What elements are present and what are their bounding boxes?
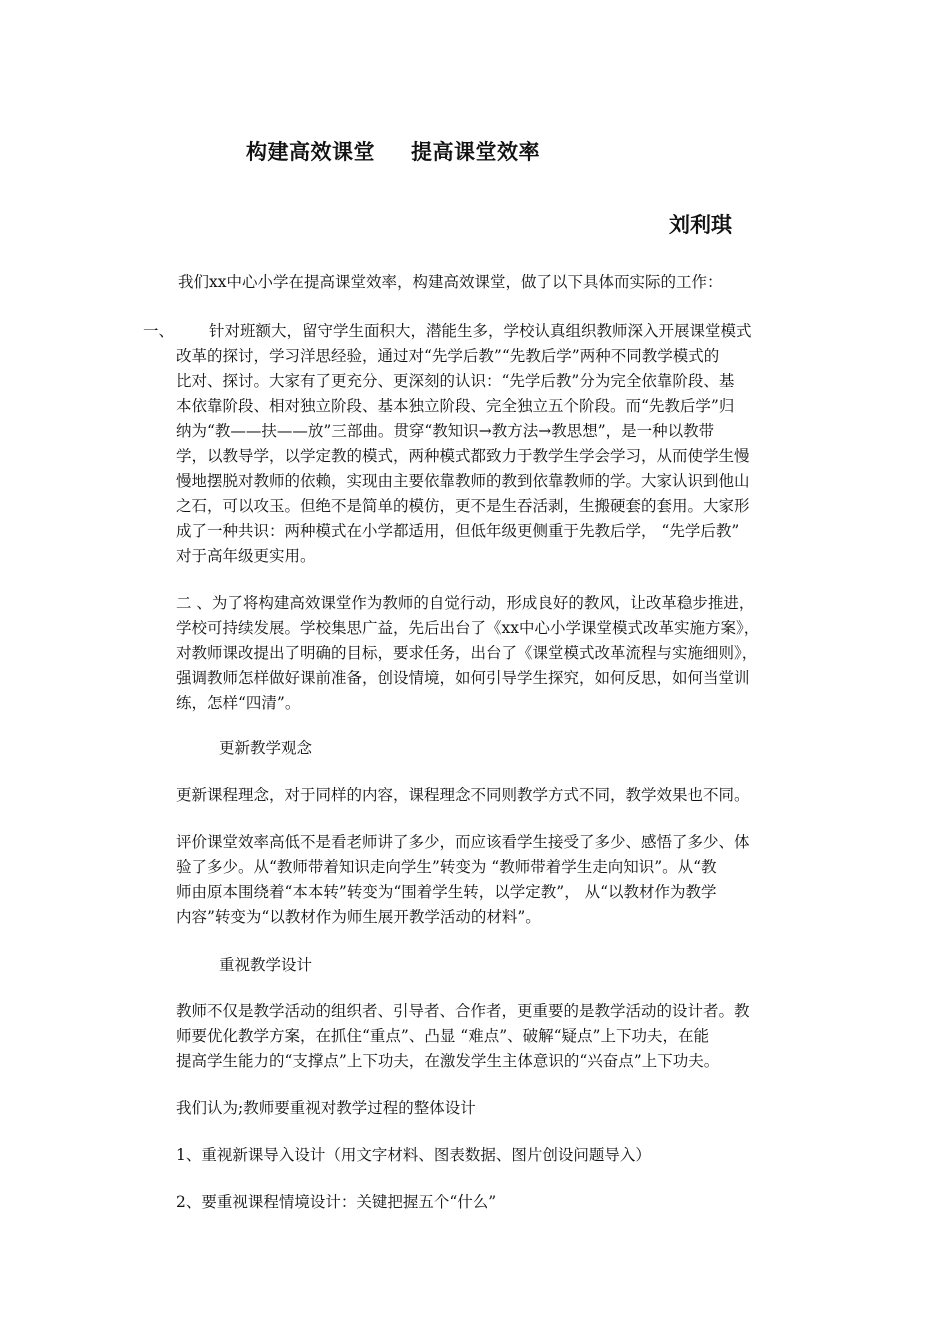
update-paragraph-1: 更新课程理念，对于同样的内容，课程理念不同则教学方式不同，教学效果也不同。 <box>176 786 750 804</box>
paragraph-line: 练，怎样“四清”。 <box>176 694 301 712</box>
paragraph-line: 对教师课改提出了明确的目标，要求任务，出台了《课堂模式改革流程与实施细则》， <box>176 644 758 662</box>
paragraph-line: 针对班额大，留守学生面积大，潜能生多，学校认真组织教师深入开展课堂模式 <box>209 322 752 340</box>
paragraph-line: 成了一种共识：两种模式在小学都适用，但低年级更侧重于先教后学， “先学后教” <box>176 522 740 540</box>
update-paragraph-2 <box>176 830 750 930</box>
paragraph-line: 内容”转变为“以教材作为师生展开教学活动的材料”。 <box>176 908 541 926</box>
author-name: 刘利琪 <box>669 213 732 237</box>
paragraph-line: 纳为“教——扶——放”三部曲。贯穿“教知识→教方法→教思想”，是一种以教带 <box>176 422 715 440</box>
section-1-marker: 一、 <box>143 322 175 340</box>
design-paragraph <box>176 999 750 1074</box>
paragraph-line: 慢地摆脱对教师的依赖，实现由主要依靠教师的教到依靠教师的学。大家认识到他山 <box>176 472 750 490</box>
intro-paragraph: 我们xx中心小学在提高课堂效率，构建高效课堂，做了以下具体而实际的工作： <box>178 273 723 291</box>
document-title <box>246 136 540 166</box>
paragraph-line: 提高学生能力的“支撑点”上下功夫，在激发学生主体意识的“兴奋点”上下功夫。 <box>176 1052 720 1070</box>
list-item-2: 2、要重视课程情境设计：关键把握五个“什么” <box>176 1193 497 1211</box>
paragraph-line: 之石，可以攻玉。但绝不是简单的模仿，更不是生吞活剥，生搬硬套的套用。大家形 <box>176 497 750 515</box>
section-2-paragraph <box>176 591 759 716</box>
paragraph-line: 验了多少。从“教师带着知识走向学生”转变为 “教师带着学生走向知识”。从“教 <box>176 858 717 876</box>
paragraph-line: 评价课堂效率高低不是看老师讲了多少，而应该看学生接受了多少、感悟了多少、体 <box>176 833 750 851</box>
heading-update-concept: 更新教学观念 <box>219 739 313 757</box>
paragraph-line: 改革的探讨，学习洋思经验，通过对“先学后教”“先教后学”两种不同教学模式的 <box>176 347 720 365</box>
paragraph-line: 本依靠阶段、相对独立阶段、基本独立阶段、完全独立五个阶段。而“先教后学”归 <box>176 397 735 415</box>
paragraph-line: 学，以教导学，以学定教的模式，两种模式都致力于教学生学会学习，从而使学生慢 <box>176 447 750 465</box>
paragraph-line: 教师不仅是教学活动的组织者、引导者、合作者，更重要的是教学活动的设计者。教 <box>176 1002 750 1020</box>
overall-design-paragraph: 我们认为;教师要重视对教学过程的整体设计 <box>176 1099 476 1117</box>
section-1-paragraph <box>176 319 752 569</box>
paragraph-line: 比对、探讨。大家有了更充分、更深刻的认识：“先学后教”分为完全依靠阶段、基 <box>176 372 735 390</box>
paragraph-line: 师要优化教学方案，在抓住“重点”、凸显 “难点”、破解“疑点”上下功夫，在能 <box>176 1027 709 1045</box>
heading-teaching-design: 重视教学设计 <box>219 956 313 974</box>
title-part-2: 提高课堂效率 <box>411 140 540 164</box>
paragraph-line: 师由原本围绕着“本本转”转变为“围着学生转，以学定教”， 从“以教材作为教学 <box>176 883 717 901</box>
paragraph-line: 强调教师怎样做好课前准备，创设情境，如何引导学生探究，如何反思，如何当堂训 <box>176 669 750 687</box>
list-item-1: 1、重视新课导入设计（用文字材料、图表数据、图片创设问题导入） <box>176 1146 651 1164</box>
paragraph-line: 对于高年级更实用。 <box>176 547 316 565</box>
title-part-1: 构建高效课堂 <box>246 140 375 164</box>
paragraph-line: 学校可持续发展。学校集思广益，先后出台了《xx中心小学课堂模式改革实施方案》， <box>176 619 760 637</box>
paragraph-line: 二 、为了将构建高效课堂作为教师的自觉行动，形成良好的教风，让改革稳步推进， <box>176 594 755 612</box>
